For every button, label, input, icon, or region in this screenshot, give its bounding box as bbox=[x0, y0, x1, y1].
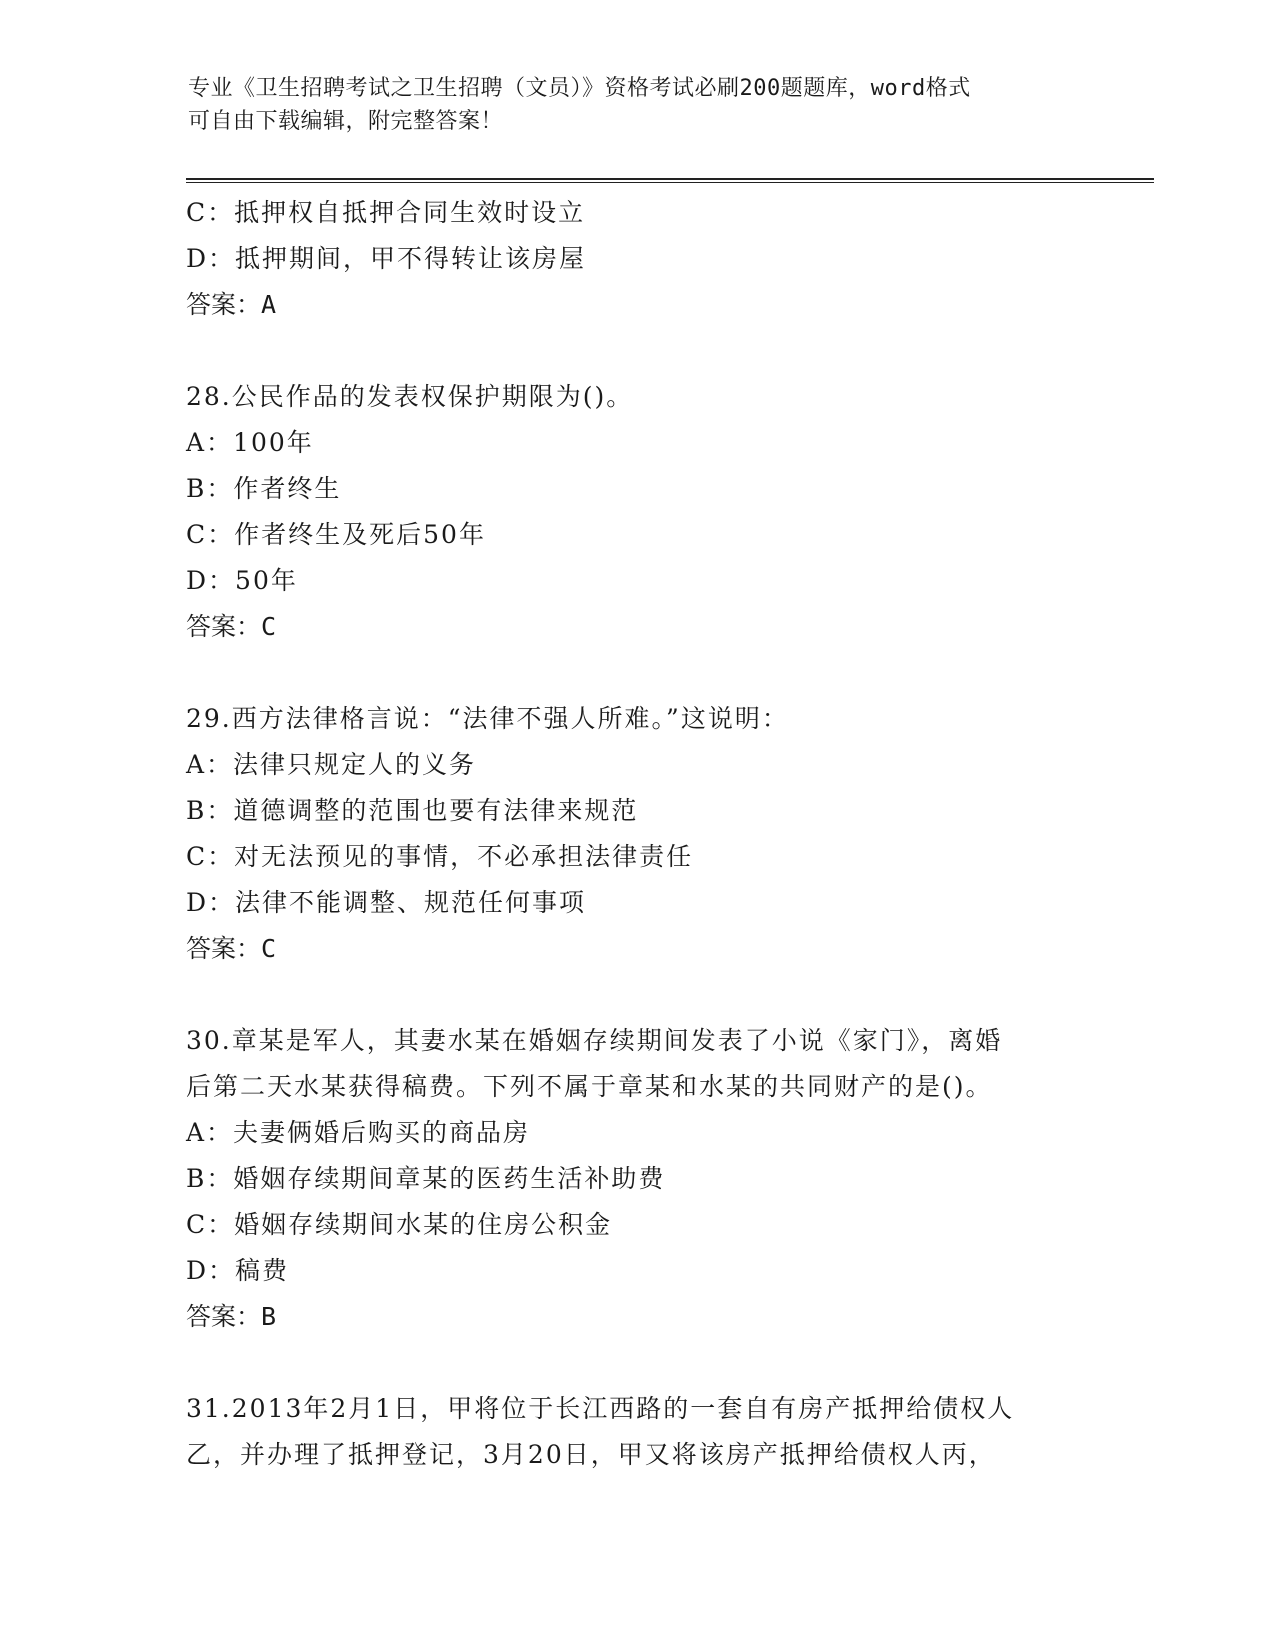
header-divider bbox=[186, 178, 1154, 183]
header-line-1: 专业《卫生招聘考试之卫生招聘（文员）》资格考试必刷200题题库，word格式 bbox=[188, 76, 971, 101]
answer: 答案：C bbox=[186, 934, 277, 963]
option-b: B：作者终生 bbox=[186, 474, 342, 503]
question-stem-line-1: 31.2013年2月1日，甲将位于长江西路的一套自有房产抵押给债权人 bbox=[186, 1394, 1015, 1423]
document-header bbox=[188, 72, 1088, 138]
answer: 答案：C bbox=[186, 612, 277, 641]
option-d: D：抵押期间，甲不得转让该房屋 bbox=[186, 244, 587, 273]
question-list bbox=[186, 190, 1126, 1478]
question-28 bbox=[186, 374, 1126, 650]
option-d: D：法律不能调整、规范任何事项 bbox=[186, 888, 587, 917]
answer: 答案：B bbox=[186, 1302, 277, 1331]
question-27-tail bbox=[186, 190, 1126, 328]
question-stem-line-2: 乙，并办理了抵押登记，3月20日，甲又将该房产抵押给债权人丙， bbox=[186, 1440, 996, 1469]
option-d: D：50年 bbox=[186, 566, 298, 595]
question-31 bbox=[186, 1386, 1126, 1478]
question-stem-line-1: 30.章某是军人，其妻水某在婚姻存续期间发表了小说《家门》，离婚 bbox=[186, 1026, 1003, 1055]
question-stem: 28.公民作品的发表权保护期限为()。 bbox=[186, 382, 634, 411]
option-c: C：抵押权自抵押合同生效时设立 bbox=[186, 198, 586, 227]
header-line-2: 可自由下载编辑，附完整答案！ bbox=[188, 109, 504, 134]
answer: 答案：A bbox=[186, 290, 277, 319]
option-c: C：对无法预见的事情，不必承担法律责任 bbox=[186, 842, 694, 871]
option-b: B：道德调整的范围也要有法律来规范 bbox=[186, 796, 639, 825]
question-stem: 29.西方法律格言说：“法律不强人所难。”这说明： bbox=[186, 704, 789, 733]
question-stem-line-2: 后第二天水某获得稿费。下列不属于章某和水某的共同财产的是()。 bbox=[186, 1072, 993, 1101]
option-a: A：100年 bbox=[186, 428, 314, 457]
option-c: C：婚姻存续期间水某的住房公积金 bbox=[186, 1210, 613, 1239]
option-d: D：稿费 bbox=[186, 1256, 290, 1285]
question-29 bbox=[186, 696, 1126, 972]
question-30 bbox=[186, 1018, 1126, 1340]
option-a: A：法律只规定人的义务 bbox=[186, 750, 477, 779]
option-b: B：婚姻存续期间章某的医药生活补助费 bbox=[186, 1164, 666, 1193]
option-a: A：夫妻俩婚后购买的商品房 bbox=[186, 1118, 531, 1147]
option-c: C：作者终生及死后50年 bbox=[186, 520, 486, 549]
